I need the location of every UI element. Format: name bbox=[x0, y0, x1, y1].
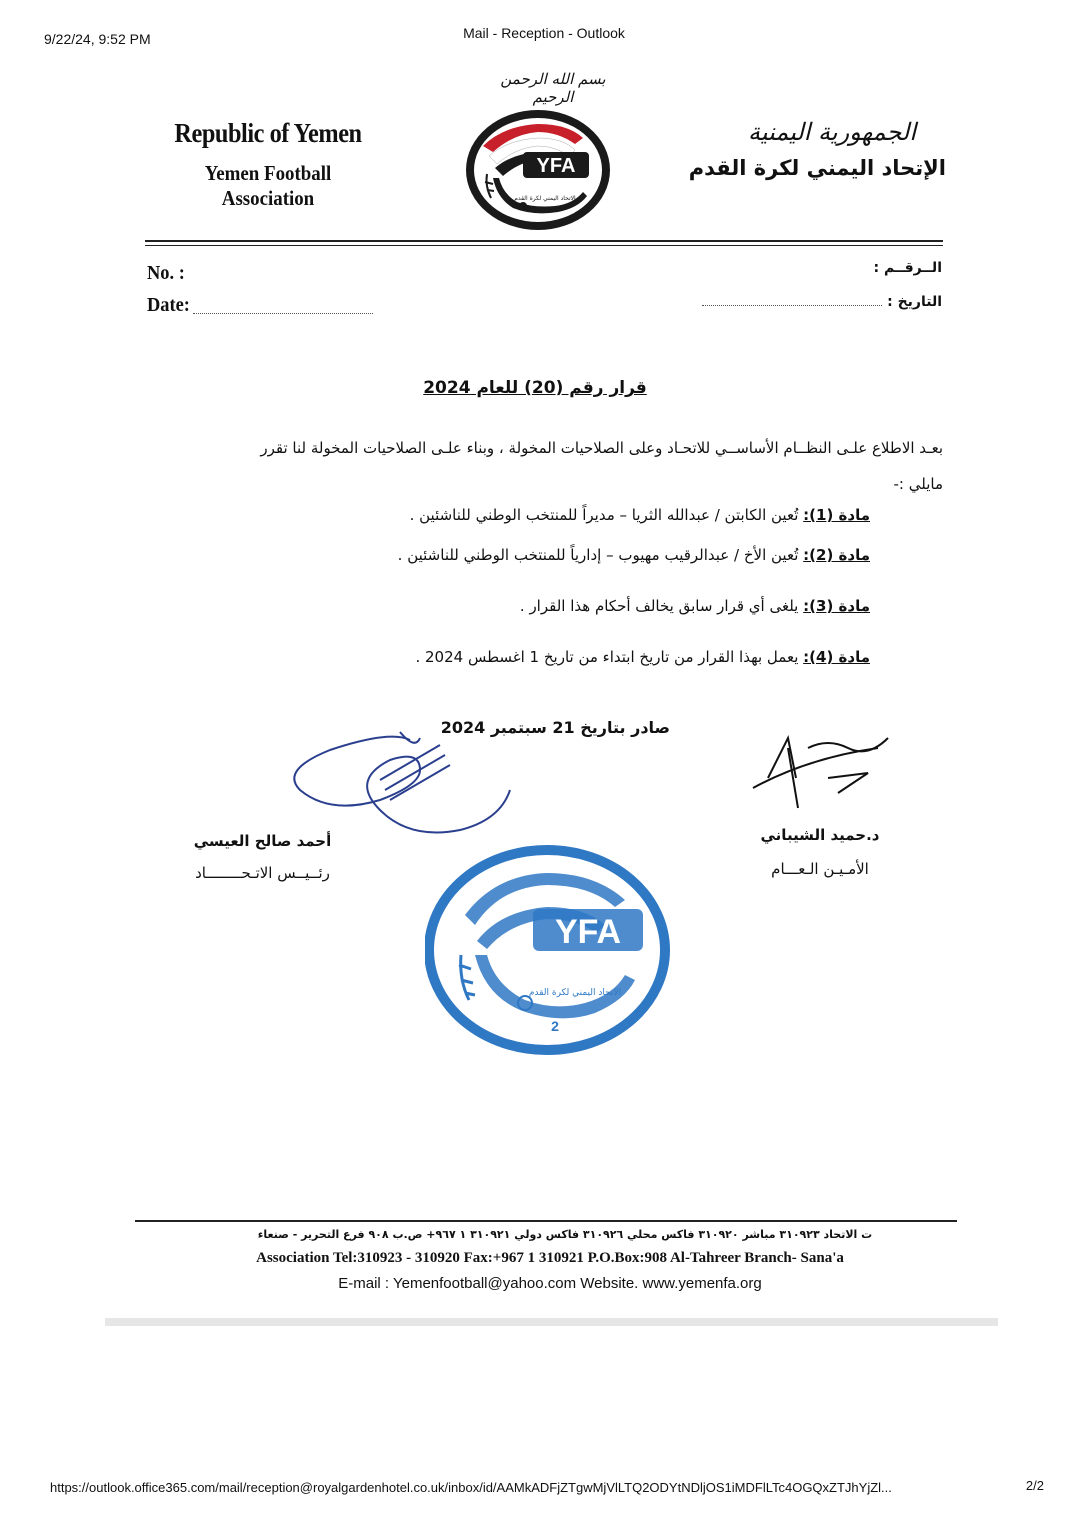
date-line-en bbox=[193, 312, 373, 314]
official-stamp bbox=[425, 845, 670, 1055]
print-page-number: 2/2 bbox=[1025, 1478, 1044, 1493]
association-name-en: Yemen Football Association bbox=[204, 161, 332, 210]
header-rule-thin bbox=[145, 245, 943, 246]
footer-email-website: E-mail : Yemenfootball@yahoo.com Website. www.yemenfa.org bbox=[338, 1275, 762, 1292]
number-label-en: No. : bbox=[147, 262, 185, 284]
president-name: أحمد صالح العيسي bbox=[193, 832, 332, 850]
print-title: Mail - Reception - Outlook bbox=[463, 25, 625, 41]
stamp-text: YFA bbox=[554, 913, 622, 951]
president-title: رئــيــس الاتـحــــــــاد bbox=[195, 864, 330, 882]
secretary-name: د.حميد الشيباني bbox=[760, 826, 880, 844]
scan-edge bbox=[105, 1318, 998, 1326]
secretary-signature bbox=[748, 718, 898, 828]
date-line-ar bbox=[702, 304, 882, 306]
footer-rule bbox=[135, 1220, 957, 1222]
article-text: يلغى أي قرار سابق يخالف أحكام هذا القرار . bbox=[519, 597, 804, 615]
logo-subtext: الاتحاد اليمني لكرة القدم bbox=[514, 195, 576, 202]
number-label-ar: الــرقــم : bbox=[873, 260, 942, 276]
article-text: تُعين الكابتن / عبدالله الثريا – مديراً للمنتخب الوطني للناشئين . bbox=[409, 506, 804, 524]
country-name-en: Republic of Yemen bbox=[174, 118, 362, 148]
letterhead-english bbox=[148, 118, 388, 211]
stamp-subtext: الاتحاد اليمني لكرة القدم bbox=[528, 988, 622, 998]
date-label-ar: التاريخ : bbox=[887, 294, 942, 310]
association-name-ar: الإتحاد اليمني لكرة القدم bbox=[688, 156, 946, 180]
secretary-title: الأمـيـن الـعـــام bbox=[771, 860, 869, 878]
print-url: https://outlook.office365.com/mail/reception@royalgardenhotel.co.uk/inbox/id/AAMkADFjZTgwMjVlLTQ2ODYtNDljOS1iMDFlLTc4OGQxZTJhYjZl... bbox=[50, 1480, 892, 1495]
article-text: يعمل بهذا القرار من تاريخ ابتداء من تاريخ 1 اغسطس 2024 . bbox=[415, 648, 804, 666]
article-label: مادة (1): bbox=[803, 506, 870, 524]
article-label: مادة (3): bbox=[803, 597, 870, 615]
print-datetime: 9/22/24, 9:52 PM bbox=[44, 31, 151, 47]
header-rule bbox=[145, 240, 943, 242]
stamp-number: 2 bbox=[551, 1018, 559, 1034]
article-4 bbox=[270, 648, 870, 666]
decision-title: قرار رقم (20) للعام 2024 bbox=[423, 378, 647, 398]
letterhead-arabic bbox=[666, 118, 946, 180]
article-3 bbox=[270, 597, 870, 615]
article-2 bbox=[270, 546, 870, 564]
logo-text: YFA bbox=[536, 155, 576, 177]
yfa-logo bbox=[463, 108, 613, 233]
date-label-en: Date: bbox=[147, 294, 190, 316]
country-name-ar: الجمهورية اليمنية bbox=[747, 118, 916, 146]
article-1 bbox=[270, 506, 870, 524]
footer-contact-ar: ت الاتحاد ٣١٠٩٢٣ مباشر ٣١٠٩٢٠ فاكس محلي ٣١٠٩٢٦ فاكس دولي ٣١٠٩٢١ ١ ٩٦٧+ ص.ب ٩٠٨ فرع التحرير - صنعاء bbox=[257, 1228, 873, 1241]
footer-contact-en: Association Tel:310923 - 310920 Fax:+967 1 310921 P.O.Box:908 Al-Tahreer Branch- Sana'a bbox=[256, 1250, 844, 1266]
article-text: تُعين الأخ / عبدالرقيب مهيوب – إدارياً للمنتخب الوطني للناشئين . bbox=[397, 546, 804, 564]
article-label: مادة (4): bbox=[803, 648, 870, 666]
president-signature bbox=[270, 720, 530, 850]
basmala: بسم الله الرحمن الرحيم bbox=[500, 70, 606, 106]
article-label: مادة (2): bbox=[803, 546, 870, 564]
issued-date: صادر بتاريخ 21 سبتمبر 2024 bbox=[440, 718, 670, 737]
decision-intro: بعـد الاطلاع علـى النظــام الأساســي للاتحـاد وعلى الصلاحيات المخولة ، وبناء علـى الصلاحيات المخولة لنا تقرر مايلي :- bbox=[260, 439, 943, 493]
